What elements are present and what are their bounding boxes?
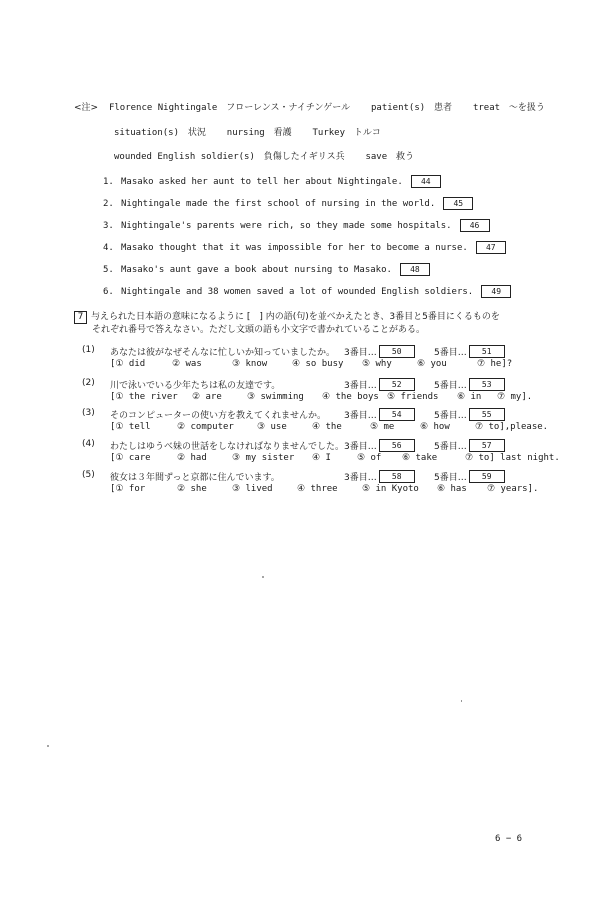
japanese-sentence: わたしはゆうべ妹の世話をしなければなりませんでした。	[110, 442, 345, 452]
note-term: treat	[472, 103, 501, 113]
note-term: Florence Nightingale	[108, 103, 218, 113]
word-option: [① did	[110, 359, 146, 369]
note-term: nursing	[226, 128, 265, 138]
answer-box[interactable]: 51	[469, 345, 505, 358]
answer-box[interactable]: 47	[476, 241, 506, 254]
note-line-2	[114, 125, 399, 138]
instruction-text: 与えられた日本語の意味になるように [ ] 内の語(句)を並べかえたとき、3番目と5番目にくるものを	[91, 312, 500, 322]
question-number: (5)	[82, 470, 95, 480]
word-options	[82, 484, 562, 497]
word-option: [① tell	[110, 422, 151, 432]
statement-text: Masako asked her aunt to tell her about Nightingale.	[121, 176, 403, 187]
fifth-slot	[434, 408, 505, 421]
word-option: ⑥ how	[420, 422, 450, 432]
fifth-slot	[434, 378, 505, 391]
statement-number: 5.	[103, 264, 114, 275]
word-option: ② was	[172, 359, 202, 369]
note-term: situation(s)	[114, 128, 180, 138]
note-gloss: 負傷したイギリス兵	[263, 152, 345, 162]
scan-speck	[262, 576, 264, 578]
answer-box[interactable]: 56	[379, 439, 415, 452]
note-gloss: 患者	[434, 103, 453, 113]
statement-number: 1.	[103, 176, 114, 187]
scan-speck	[461, 700, 462, 702]
word-options	[82, 359, 562, 372]
word-option: ④ the boys	[322, 392, 379, 402]
answer-box[interactable]: 55	[469, 408, 505, 421]
answer-box[interactable]: 58	[379, 470, 415, 483]
statement-row	[103, 197, 473, 210]
note-line-3	[114, 149, 432, 162]
word-option: ⑤ friends	[387, 392, 439, 402]
third-slot	[344, 378, 415, 391]
word-option: ⑤ in Kyoto	[362, 484, 419, 494]
third-slot	[344, 470, 415, 483]
word-option: ⑤ me	[370, 422, 395, 432]
page-number: 6 − 6	[495, 834, 523, 844]
third-label: 3番目…	[344, 348, 377, 358]
answer-box[interactable]: 59	[469, 470, 505, 483]
fifth-slot	[434, 439, 505, 452]
reorder-question	[82, 470, 562, 497]
fifth-label: 5番目…	[434, 348, 467, 358]
statement-text: Masako thought that it was impossible for her to become a nurse.	[121, 242, 468, 253]
word-option: ④ the	[312, 422, 342, 432]
question-number: (3)	[82, 408, 95, 418]
word-option: [① for	[110, 484, 146, 494]
note-gloss: ～を扱う	[508, 103, 545, 113]
word-option: ⑦ to],please.	[475, 422, 549, 432]
fifth-slot	[434, 345, 505, 358]
fifth-label: 5番目…	[434, 411, 467, 421]
scan-speck	[47, 745, 49, 747]
statement-text: Nightingale's parents were rich, so they made some hospitals.	[121, 220, 452, 231]
answer-box[interactable]: 53	[469, 378, 505, 391]
note-gloss: 救う	[396, 152, 415, 162]
answer-box[interactable]: 52	[379, 378, 415, 391]
reorder-question	[82, 439, 562, 466]
word-options	[82, 422, 562, 435]
word-option: ⑤ why	[362, 359, 392, 369]
notes-label: <注>	[74, 103, 99, 113]
answer-box[interactable]: 45	[443, 197, 473, 210]
statement-text: Masako's aunt gave a book about nursing to Masako.	[121, 264, 392, 275]
word-option: ⑤ of	[357, 453, 382, 463]
word-option: ⑦ he]?	[477, 359, 513, 369]
note-term: Turkey	[312, 128, 346, 138]
statement-row	[103, 175, 441, 188]
statement-row	[103, 263, 430, 276]
third-label: 3番目…	[344, 473, 377, 483]
word-options	[82, 453, 562, 466]
note-gloss: 看護	[273, 128, 292, 138]
section-7-instructions	[74, 311, 554, 337]
third-label: 3番目…	[344, 442, 377, 452]
answer-box[interactable]: 44	[411, 175, 441, 188]
answer-box[interactable]: 46	[460, 219, 490, 232]
japanese-sentence: 彼女は３年間ずっと京都に住んでいます。	[110, 473, 280, 483]
word-options	[82, 392, 562, 405]
statement-text: Nightingale and 38 women saved a lot of wounded English soldiers.	[121, 286, 474, 297]
note-term: wounded English soldier(s)	[114, 152, 255, 162]
instruction-line-1	[74, 311, 554, 324]
word-option: ⑥ you	[417, 359, 447, 369]
question-number: (1)	[82, 345, 95, 355]
note-gloss: フローレンス・ナイチンゲール	[226, 103, 351, 113]
note-line-1	[74, 100, 563, 113]
japanese-sentence: あなたは彼がなぜそんなに忙しいか知っていましたか。	[110, 348, 336, 358]
word-option: ② computer	[177, 422, 234, 432]
word-option: ④ three	[297, 484, 338, 494]
japanese-sentence: 川で泳いでいる少年たちは私の友達です。	[110, 381, 281, 391]
word-option: ⑥ in	[457, 392, 482, 402]
reorder-question	[82, 345, 562, 372]
note-gloss: 状況	[187, 128, 206, 138]
statement-number: 2.	[103, 198, 114, 209]
answer-box[interactable]: 49	[481, 285, 511, 298]
third-slot	[344, 408, 415, 421]
word-option: ③ know	[232, 359, 268, 369]
question-number: (4)	[82, 439, 95, 449]
statement-number: 4.	[103, 242, 114, 253]
word-option: ⑦ my].	[497, 392, 533, 402]
reorder-question	[82, 408, 562, 435]
word-option: ⑦ years].	[487, 484, 539, 494]
word-option: ② she	[177, 484, 207, 494]
word-option: ③ my sister	[232, 453, 295, 463]
word-option: ④ I	[312, 453, 331, 463]
third-slot	[344, 345, 415, 358]
fifth-slot	[434, 470, 505, 483]
statement-text: Nightingale made the first school of nursing in the world.	[121, 198, 436, 209]
word-option: ④ so busy	[292, 359, 344, 369]
statement-row	[103, 285, 511, 298]
answer-box[interactable]: 57	[469, 439, 505, 452]
word-option: [① care	[110, 453, 151, 463]
fifth-label: 5番目…	[434, 442, 467, 452]
note-gloss: トルコ	[353, 128, 381, 138]
word-option: ② had	[177, 453, 207, 463]
word-option: ③ swimming	[247, 392, 304, 402]
statement-row	[103, 241, 506, 254]
reorder-question	[82, 378, 562, 405]
note-term: save	[365, 152, 388, 162]
statement-row	[103, 219, 490, 232]
answer-box[interactable]: 50	[379, 345, 415, 358]
third-label: 3番目…	[344, 381, 377, 391]
word-option: ② are	[192, 392, 222, 402]
question-number: (2)	[82, 378, 95, 388]
fifth-label: 5番目…	[434, 381, 467, 391]
statement-number: 6.	[103, 286, 114, 297]
answer-box[interactable]: 48	[400, 263, 430, 276]
third-slot	[344, 439, 415, 452]
third-label: 3番目…	[344, 411, 377, 421]
word-option: ③ use	[257, 422, 287, 432]
note-term: patient(s)	[370, 103, 426, 113]
statement-number: 3.	[103, 220, 114, 231]
word-option: [① the river	[110, 392, 178, 402]
word-option: ⑦ to] last night.	[465, 453, 560, 463]
answer-box[interactable]: 54	[379, 408, 415, 421]
section-number: 7	[74, 311, 87, 324]
fifth-label: 5番目…	[434, 473, 467, 483]
instruction-line-2: それぞれ番号で答えなさい。ただし文頭の語も小文字で書かれていることがある。	[92, 325, 426, 335]
japanese-sentence: そのコンピューターの使い方を教えてくれませんか。	[110, 411, 327, 421]
word-option: ⑥ take	[402, 453, 438, 463]
word-option: ⑥ has	[437, 484, 467, 494]
word-option: ③ lived	[232, 484, 273, 494]
